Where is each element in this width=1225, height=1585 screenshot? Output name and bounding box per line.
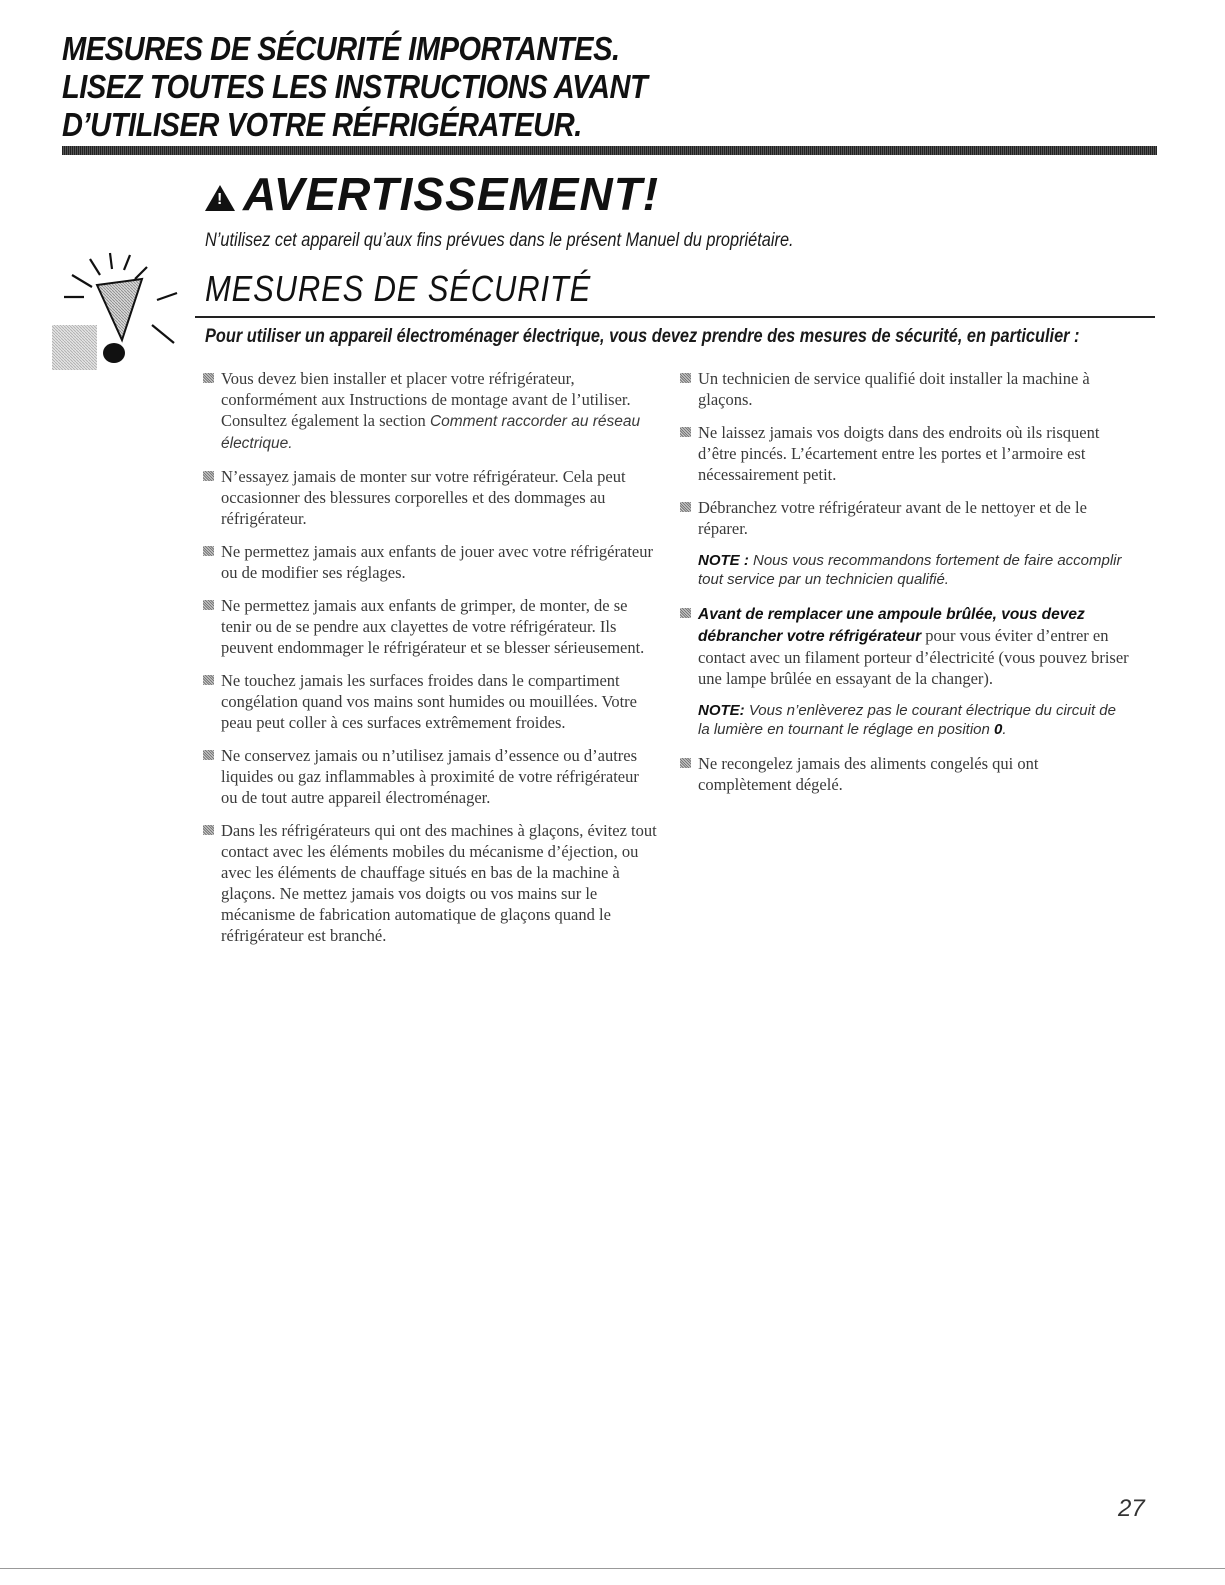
list-item: Avant de remplacer une ampoule brûlée, vous devez débrancher votre réfrigérateur pour vous éviter d’entrer en contact avec un filament porteur d’électricité (vous pouvez briser une lampe brûlée en essayant de la changer).	[680, 603, 1130, 689]
list-item: Débranchez votre réfrigérateur avant de le nettoyer et de le réparer.	[680, 497, 1130, 539]
note-label: NOTE:	[698, 702, 745, 719]
warning-title: AVERTISSEMENT!	[243, 168, 660, 220]
bullet-icon	[680, 608, 691, 618]
list-item: Vous devez bien installer et placer votre réfrigérateur, conformément aux Instructions de montage avant de l’utiliser. Consultez également la section Comment raccorder au réseau électrique.	[203, 368, 658, 454]
position-value: 0	[994, 721, 1003, 738]
list-item: Ne permettez jamais aux enfants de grimper, de monter, de se tenir ou de se pendre aux clayettes de votre réfrigérateur. Ils peuvent endommager le réfrigérateur et se blesser sérieusement.	[203, 595, 658, 658]
list-item: Ne laissez jamais vos doigts dans des endroits où ils risquent d’être pincés. L’écartement entre les portes et l’armoire est nécessairement petit.	[680, 422, 1130, 485]
right-column	[680, 368, 1130, 807]
list-item: Ne recongelez jamais des aliments congelés qui ont complètement dégelé.	[680, 753, 1130, 795]
bullet-icon	[203, 750, 214, 760]
warning-subtitle: N’utilisez cet appareil qu’aux fins prévues dans le présent Manuel du propriétaire.	[205, 230, 794, 251]
bullet-icon	[680, 427, 691, 437]
heading-line-2: LISEZ TOUTES LES INSTRUCTIONS AVANT	[62, 68, 648, 105]
section-divider	[195, 316, 1155, 318]
bullet-icon	[203, 825, 214, 835]
bullet-icon	[203, 373, 214, 383]
warning-heading	[205, 168, 659, 220]
note: NOTE : Nous vous recommandons fortement de faire accomplir tout service par un technicien qualifié.	[698, 552, 1122, 588]
bullet-icon	[680, 758, 691, 768]
heading-line-1: MESURES DE SÉCURITÉ IMPORTANTES.	[62, 30, 620, 67]
section-intro: Pour utiliser un appareil électroménager électrique, vous devez prendre des mesures de sécurité, en particulier :	[205, 326, 1080, 347]
bullet-icon	[203, 546, 214, 556]
bold-warning: Avant de remplacer une ampoule brûlée, vous devez débrancher votre réfrigérateur	[698, 606, 1085, 645]
list-item: Dans les réfrigérateurs qui ont des machines à glaçons, évitez tout contact avec les éléments mobiles du mécanisme d’éjection, ou avec les éléments de chauffage situés en bas de la machine à glaçons. Ne mettez jamais vos doigts ou vos mains sur le mécanisme de fabrication automatique de glaçons quand le réfrigérateur est branché.	[203, 820, 658, 946]
bullet-icon	[680, 373, 691, 383]
list-item: Ne permettez jamais aux enfants de jouer avec votre réfrigérateur ou de modifier ses réglages.	[203, 541, 658, 583]
page-heading	[62, 30, 1162, 144]
bullet-icon	[203, 471, 214, 481]
left-column	[203, 368, 658, 958]
page-number: 27	[1118, 1495, 1145, 1522]
link-reference: Comment raccorder au réseau électrique.	[221, 413, 641, 452]
list-item: N’essayez jamais de monter sur votre réfrigérateur. Cela peut occasionner des blessures corporelles et des dommages au réfrigérateur.	[203, 466, 658, 529]
note-label: NOTE :	[698, 552, 749, 569]
list-item: Ne conservez jamais ou n’utilisez jamais d’essence ou d’autres liquides ou gaz inflammables à proximité de votre réfrigérateur ou de tout autre appareil électroménager.	[203, 745, 658, 808]
safety-alert-icon	[52, 245, 202, 375]
section-title: MESURES DE SÉCURITÉ	[205, 268, 592, 309]
warning-triangle-icon	[205, 185, 235, 211]
list-item: Un technicien de service qualifié doit installer la machine à glaçons.	[680, 368, 1130, 410]
heading-line-3: D’UTILISER VOTRE RÉFRIGÉRATEUR.	[62, 106, 582, 143]
bottom-divider	[0, 1568, 1225, 1569]
list-item: Ne touchez jamais les surfaces froides dans le compartiment congélation quand vos mains sont humides ou mouillées. Votre peau peut coller à ces surfaces extrêmement froides.	[203, 670, 658, 733]
heading-divider	[62, 146, 1157, 155]
bullet-icon	[203, 600, 214, 610]
bullet-icon	[680, 502, 691, 512]
note: NOTE: Vous n’enlèverez pas le courant électrique du circuit de la lumière en tournant le réglage en position 0.	[698, 702, 1116, 738]
bullet-icon	[203, 675, 214, 685]
